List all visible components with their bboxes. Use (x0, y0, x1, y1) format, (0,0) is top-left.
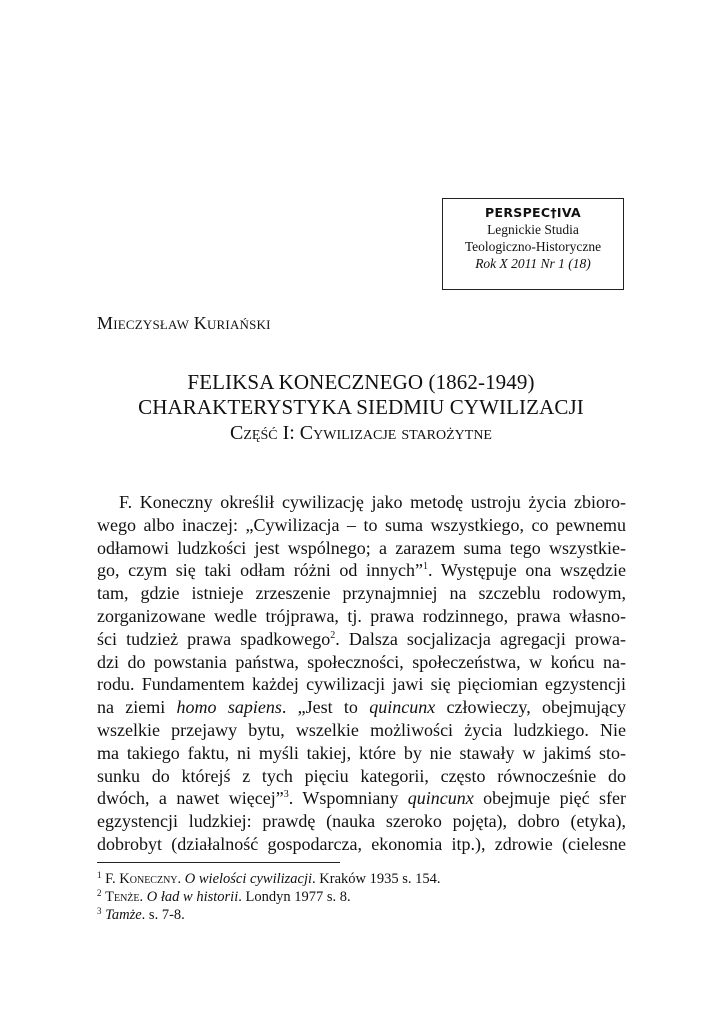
body-line: odłamowi ludzkości jest wspólnego; a zarazem suma tego wszystkie- (97, 537, 626, 558)
journal-name: PERSPEC†IVA (485, 205, 581, 220)
journal-info-box (442, 198, 624, 290)
footnote-3: $^3$ Tamże. s. 7-8. (97, 906, 185, 923)
title-line-2: CHARAKTERYSTYKA SIEDMIU CYWILIZACJI (138, 395, 584, 419)
body-line: go, czym się taki odłam różni od innych”$^1$. Występuje ona wszędzie (97, 560, 626, 581)
journal-subtitle-2: Teologiczno-Historyczne (464, 239, 602, 254)
journal-issue: Rok X 2011 Nr 1 (18) (475, 256, 591, 271)
title-line-1: FELIKSA KONECZNEGO (1862-1949) (187, 370, 535, 394)
footnote-ref-1[interactable]: 1 (423, 561, 429, 573)
footnote-divider (97, 862, 340, 863)
body-line: dzi do powstania państwa, społeczności, społeczeństwa, w końcu na- (97, 651, 626, 672)
article-title (60, 370, 662, 446)
journal-subtitle-1: Legnickie Studia (487, 222, 579, 237)
body-line: F. Koneczny określił cywilizację jako metodę ustroju życia zbioro- (119, 492, 626, 512)
body-line: dobrobyt (działalność gospodarcza, ekonomia itp.), zdrowie (cielesne (97, 833, 626, 854)
body-line: wego albo inaczej: „Cywilizacja – to suma wszystkiego, co pewnemu (97, 514, 626, 535)
body-line: na ziemi homo sapiens. „Jest to quincunx człowieczy, obejmujący (97, 697, 627, 718)
footnote-1: $^1$ F. Koneczny. O wielości cywilizacji. Kraków 1935 s. 154. (97, 870, 441, 887)
footnote-ref-3[interactable]: 3 (283, 789, 289, 801)
body-line: wszelkie przejawy bytu, wszelkie możliwości życia ludzkiego. Nie (97, 719, 626, 740)
body-line: egzystencji ludzkiej: prawdę (nauka szeroko pojęta), dobro (etyka), (97, 811, 626, 832)
body-line: sunku do którejś z tych pięciu kategorii, często równocześnie do (97, 765, 626, 786)
body-line: ma takiego faktu, ni myśli takiej, które by nie stawały w jakimś sto- (97, 742, 626, 763)
article-subtitle: Część I: Cywilizacje starożytne (230, 422, 492, 444)
footnotes (97, 870, 441, 924)
body-line: dwóch, a nawet więcej”$^3$. Wspomniany quincunx obejmuje pięć sfer (97, 788, 626, 809)
footnote-ref-2[interactable]: 2 (330, 629, 336, 641)
footnote-2: $^2$ Tenże. O ład w historii. Londyn 1977 s. 8. (97, 888, 351, 905)
body-line: zorganizowane wedle trójprawa, tj. prawa rodzinnego, prawa własno- (97, 605, 626, 626)
body-line: rodu. Fundamentem każdej cywilizacji jawi się pięciomian egzystencji (97, 674, 626, 695)
body-paragraph (97, 491, 626, 856)
body-line: ści tudzież prawa spadkowego$^2$. Dalsza socjalizacja agregacji prowa- (97, 628, 626, 649)
author-name: Mieczysław Kuriański (97, 313, 271, 333)
body-line: tam, gdzie istnieje zrzeszenie przynajmniej na szczeblu rodowym, (97, 583, 626, 604)
